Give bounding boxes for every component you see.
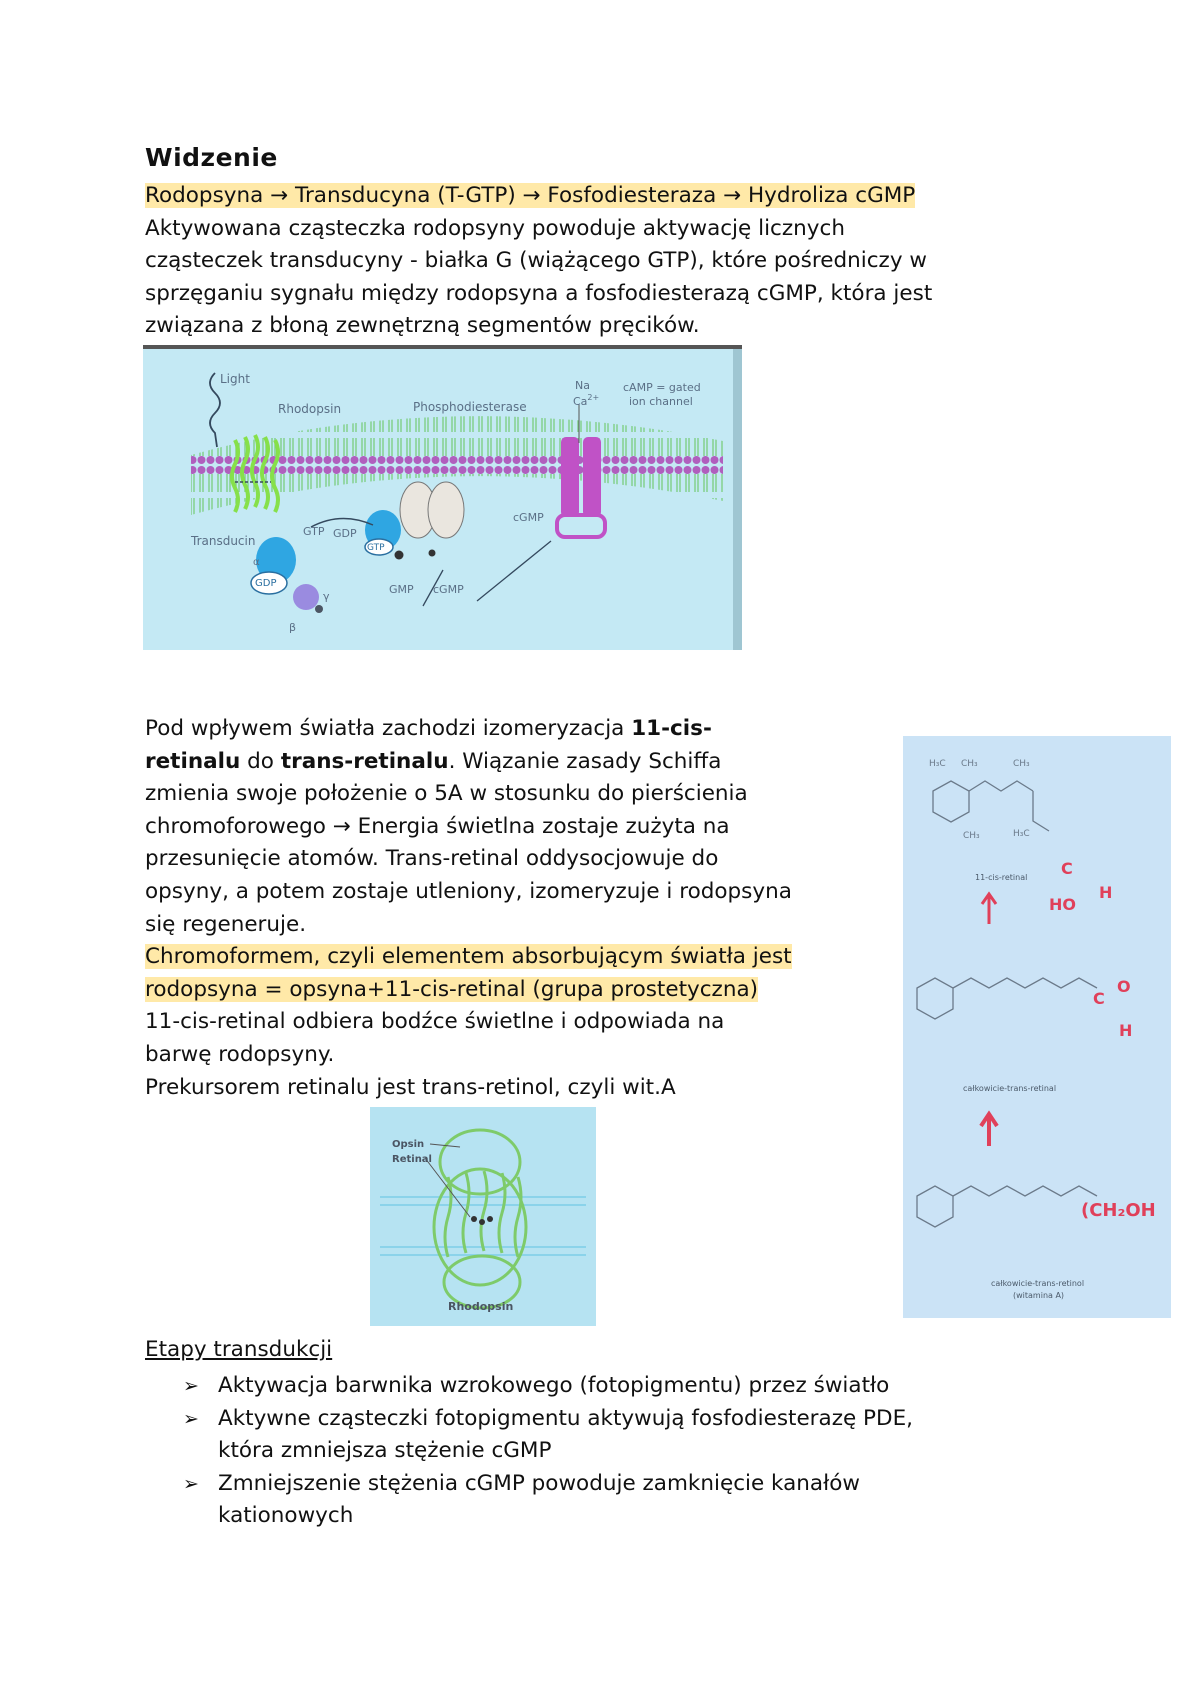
opsin-label: Opsin	[392, 1139, 425, 1150]
h3c-label: H₃C	[1013, 829, 1030, 839]
gtp-label: GTP	[303, 525, 325, 538]
ion-channel-left	[561, 437, 579, 517]
para-line: barwę rodopsyny.	[145, 1041, 335, 1067]
light-label: Light	[220, 372, 250, 386]
isomerization-section	[145, 713, 895, 1104]
stages-heading: Etapy transdukcji	[145, 1337, 333, 1362]
gmp-label: GMP	[389, 583, 414, 596]
handwritten-ch2oh: (CH₂OH	[1081, 1200, 1156, 1221]
bullet-arrow-icon: ➢	[183, 1375, 199, 1397]
camp-channel-label-2: ion channel	[629, 395, 693, 408]
handwritten-ho: HO	[1049, 895, 1076, 914]
gdp-label: GDP	[333, 527, 357, 540]
chromophore-highlight: rodopsyna = opsyna+11-cis-retinal (grupa prostetyczna)	[145, 976, 759, 1002]
para-line: Prekursorem retinalu jest trans-retinol, czyli wit.A	[145, 1074, 676, 1100]
ch3-label: CH₃	[961, 759, 978, 769]
pathway-highlight: Rodopsyna → Transducyna (T-GTP) → Fosfodiesteraza → Hydroliza cGMP	[145, 183, 916, 208]
list-item: ➢ Aktywacja barwnika wzrokowego (fotopigmentu) przez światło	[145, 1370, 1098, 1403]
transducin-beta	[293, 584, 319, 610]
ch3-label: CH₃	[1013, 759, 1030, 769]
para-line: się regeneruje.	[145, 911, 307, 937]
intro-line: cząsteczek transducyny - białka G (wiążącego GTP), które pośredniczy w	[145, 248, 927, 274]
name-all-trans-retinol: całkowicie-trans-retinol	[991, 1279, 1085, 1288]
cgmp-bottom-label: cGMP	[433, 583, 464, 596]
intro-line: sprzęganiu sygnału między rodopsyna a fosfodiesterazą cGMP, która jest	[145, 280, 933, 306]
rhodopsin-figure	[370, 1107, 596, 1326]
phototransduction-figure	[143, 345, 742, 650]
para-line: opsyny, a potem zostaje utleniony, izomeryzuje i rodopsyna	[145, 878, 792, 904]
cgmp-channel-label: cGMP	[513, 511, 544, 524]
bullet-arrow-icon: ➢	[183, 1407, 199, 1430]
gdp-on-alpha: GDP	[255, 578, 277, 589]
handwritten-c: C	[1061, 859, 1073, 878]
stages-list	[145, 1370, 1098, 1533]
list-item: ➢ Zmniejszenie stężenia cGMP powoduje zamknięcie kanałów kationowych	[145, 1468, 1098, 1533]
alpha-label: α	[253, 557, 260, 568]
para-line: przesunięcie atomów. Trans-retinal oddysocjowuje do	[145, 846, 719, 872]
intro-line: związana z błoną zewnętrzną segmentów pręcików.	[145, 313, 700, 339]
phosphodiesterase-right	[428, 482, 464, 538]
para-line: 11-cis-retinal odbiera bodźce świetlne i odpowiada na	[145, 1009, 725, 1035]
retinal-structures-figure	[903, 736, 1171, 1318]
handwritten-h2: H	[1119, 1021, 1133, 1040]
handwritten-c2: C	[1093, 989, 1105, 1008]
para-line: retinalu do trans-retinalu. Wiązanie zasady Schiffa	[145, 748, 722, 774]
name-11-cis-retinal: 11-cis-retinal	[975, 873, 1028, 882]
chromophore-highlight: Chromoformem, czyli elementem absorbującym światła jest	[145, 944, 792, 970]
camp-channel-label-1: cAMP = gated	[623, 381, 701, 394]
name-vitamin-a: (witamina A)	[1013, 1291, 1065, 1300]
intro-section	[145, 180, 932, 343]
ch3-label: CH₃	[963, 831, 980, 841]
para-line: zmienia swoje położenie o 5A w stosunku do pierścienia	[145, 781, 748, 807]
handwritten-h: H	[1099, 883, 1113, 902]
page-title: Widzenie	[145, 143, 278, 172]
gtp-on-alpha: GTP	[367, 543, 385, 553]
para-line: chromoforowego → Energia świetlna zostaje zużyta na	[145, 813, 730, 839]
list-item: ➢ Aktywne cząsteczki fotopigmentu aktywują fosfodiesterazę PDE, która zmniejsza stężenie cGMP	[145, 1403, 1098, 1468]
ca-label: $Ca^{2+}$	[573, 393, 600, 408]
rhodopsin-label: Rhodopsin	[278, 402, 342, 416]
na-label: Na	[575, 379, 590, 392]
bullet-arrow-icon: ➢	[183, 1472, 199, 1495]
para-line: Pod wpływem światła zachodzi izomeryzacja 11-cis-	[145, 716, 712, 741]
ion-channel-right	[583, 437, 601, 517]
gamma-label: γ	[323, 590, 330, 603]
h3c-label: H₃C	[929, 759, 946, 769]
handwritten-o: O	[1117, 977, 1131, 996]
transducin-label: Transducin	[191, 534, 256, 548]
rhodopsin-label: Rhodopsin	[448, 1300, 514, 1313]
name-all-trans-retinal: całkowicie-trans-retinal	[963, 1084, 1057, 1093]
intro-line: Aktywowana cząsteczka rodopsyny powoduje aktywację licznych	[145, 215, 845, 241]
beta-label: β	[289, 621, 297, 634]
phosphodiesterase-label: Phosphodiesterase	[413, 400, 527, 414]
retinal-label: Retinal	[392, 1154, 432, 1165]
